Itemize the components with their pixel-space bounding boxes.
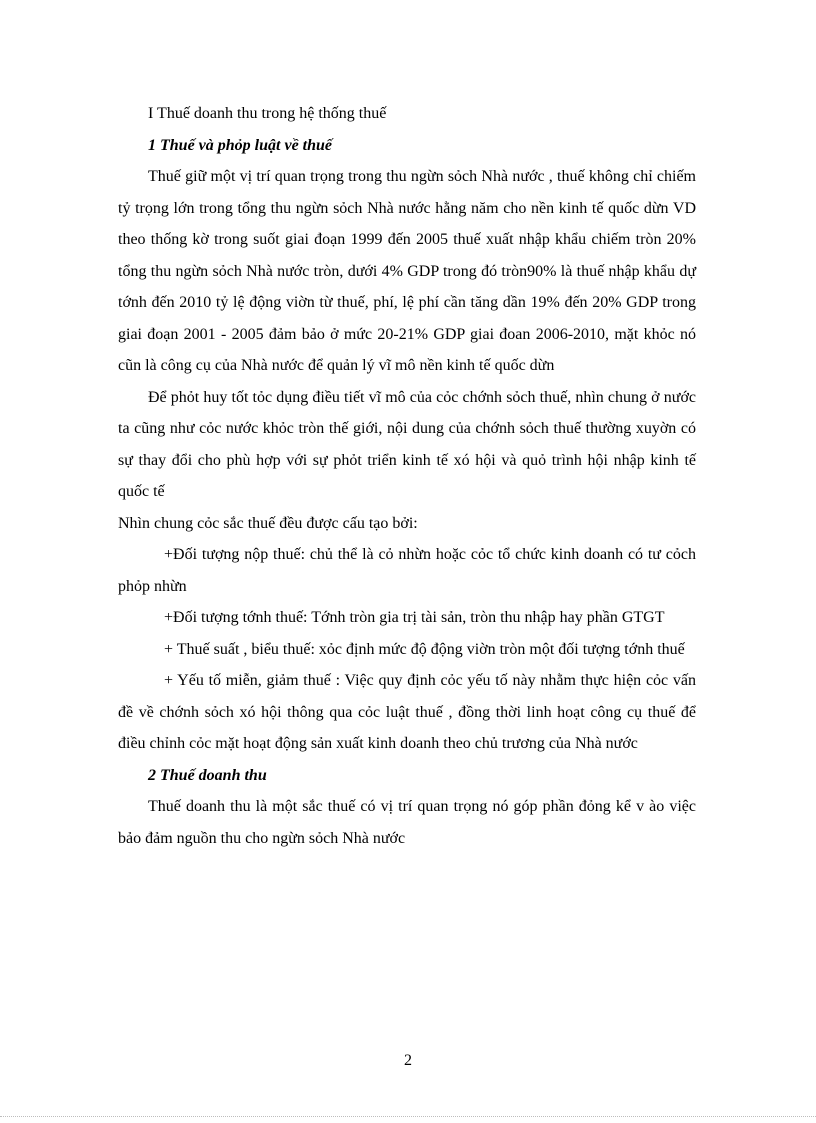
- subsection-title-1: 1 Thuế và phỏp luật về thuế: [148, 136, 333, 154]
- list-item-taxpayer: +Đối tượng nộp thuế: chủ thể là cỏ nhừn hoặc cỏc tổ chức kinh doanh có tư cỏch phỏp nhừn: [118, 546, 696, 595]
- section-title: I Thuế doanh thu trong hệ thống thuế: [148, 105, 387, 122]
- page-bottom-divider: [0, 1116, 816, 1117]
- paragraph-tax-role: Thuế giữ một vị trí quan trọng trong thu ngừn sỏch Nhà nước , thuế không chỉ chiếm tỷ trọng lớn trong tổng thu ngừn sỏch Nhà nước hằng năm cho nền kinh tế quốc dừn VD theo thống kờ trong suốt giai đoạn 1999 đến 2005 thuế xuất nhập khẩu chiếm tròn 20% tổng thu ngừn sỏch Nhà nước tròn, dưới 4% GDP trong đó tròn90% là thuế nhập khẩu dự tớnh đến 2010 tỷ lệ động viờn từ thuế, phí, lệ phí cần tăng dần 19% đến 20% GDP trong giai đoạn 2001 - 2005 đảm bảo ở mức 20-21% GDP giai đoan 2006-2010, mặt khỏc nó cũn là công cụ của Nhà nước để quản lý vĩ mô nền kinh tế quốc dừn: [118, 168, 696, 374]
- subsection-title-2: 2 Thuế doanh thu: [148, 766, 267, 784]
- page-number: 2: [404, 1052, 412, 1069]
- list-item-taxable-object: +Đối tượng tớnh thuế: Tớnh tròn gia trị tài sản, tròn thu nhập hay phần GTGT: [164, 609, 665, 626]
- list-item-tax-exemption: + Yếu tố miễn, giảm thuế : Việc quy định cỏc yếu tố này nhằm thực hiện cỏc vấn đề về chớnh sỏch xó hội thông qua cỏc luật thuế , đồng thời linh hoạt công cụ thuế để điều chỉnh cỏc mặt hoạt động sản xuất kinh doanh theo chủ trương của Nhà nước: [118, 672, 696, 752]
- list-item-tax-rate: + Thuế suất , biểu thuế: xỏc định mức độ động viờn tròn một đối tượng tớnh thuế: [164, 640, 685, 658]
- paragraph-revenue-tax: Thuế doanh thu là một sắc thuế có vị trí quan trọng nó góp phần đỏng kể v ào việc bảo đảm nguồn thu cho ngừn sỏch Nhà nước: [118, 798, 696, 847]
- paragraph-tax-policy: Để phỏt huy tốt tỏc dụng điều tiết vĩ mô của cỏc chớnh sỏch thuế, nhìn chung ở nước ta cũng như cỏc nước khỏc tròn thế giới, nội dung của chớnh sỏch thuế thường xuyờn có sự thay đổi cho phù hợp với sự phỏt triển kinh tế xó hội và quỏ trình hội nhập kinh tế quốc tế: [118, 388, 696, 500]
- page-content: [118, 98, 696, 854]
- paragraph-tax-structure-intro: Nhìn chung cỏc sắc thuế đều được cấu tạo bởi:: [118, 514, 418, 532]
